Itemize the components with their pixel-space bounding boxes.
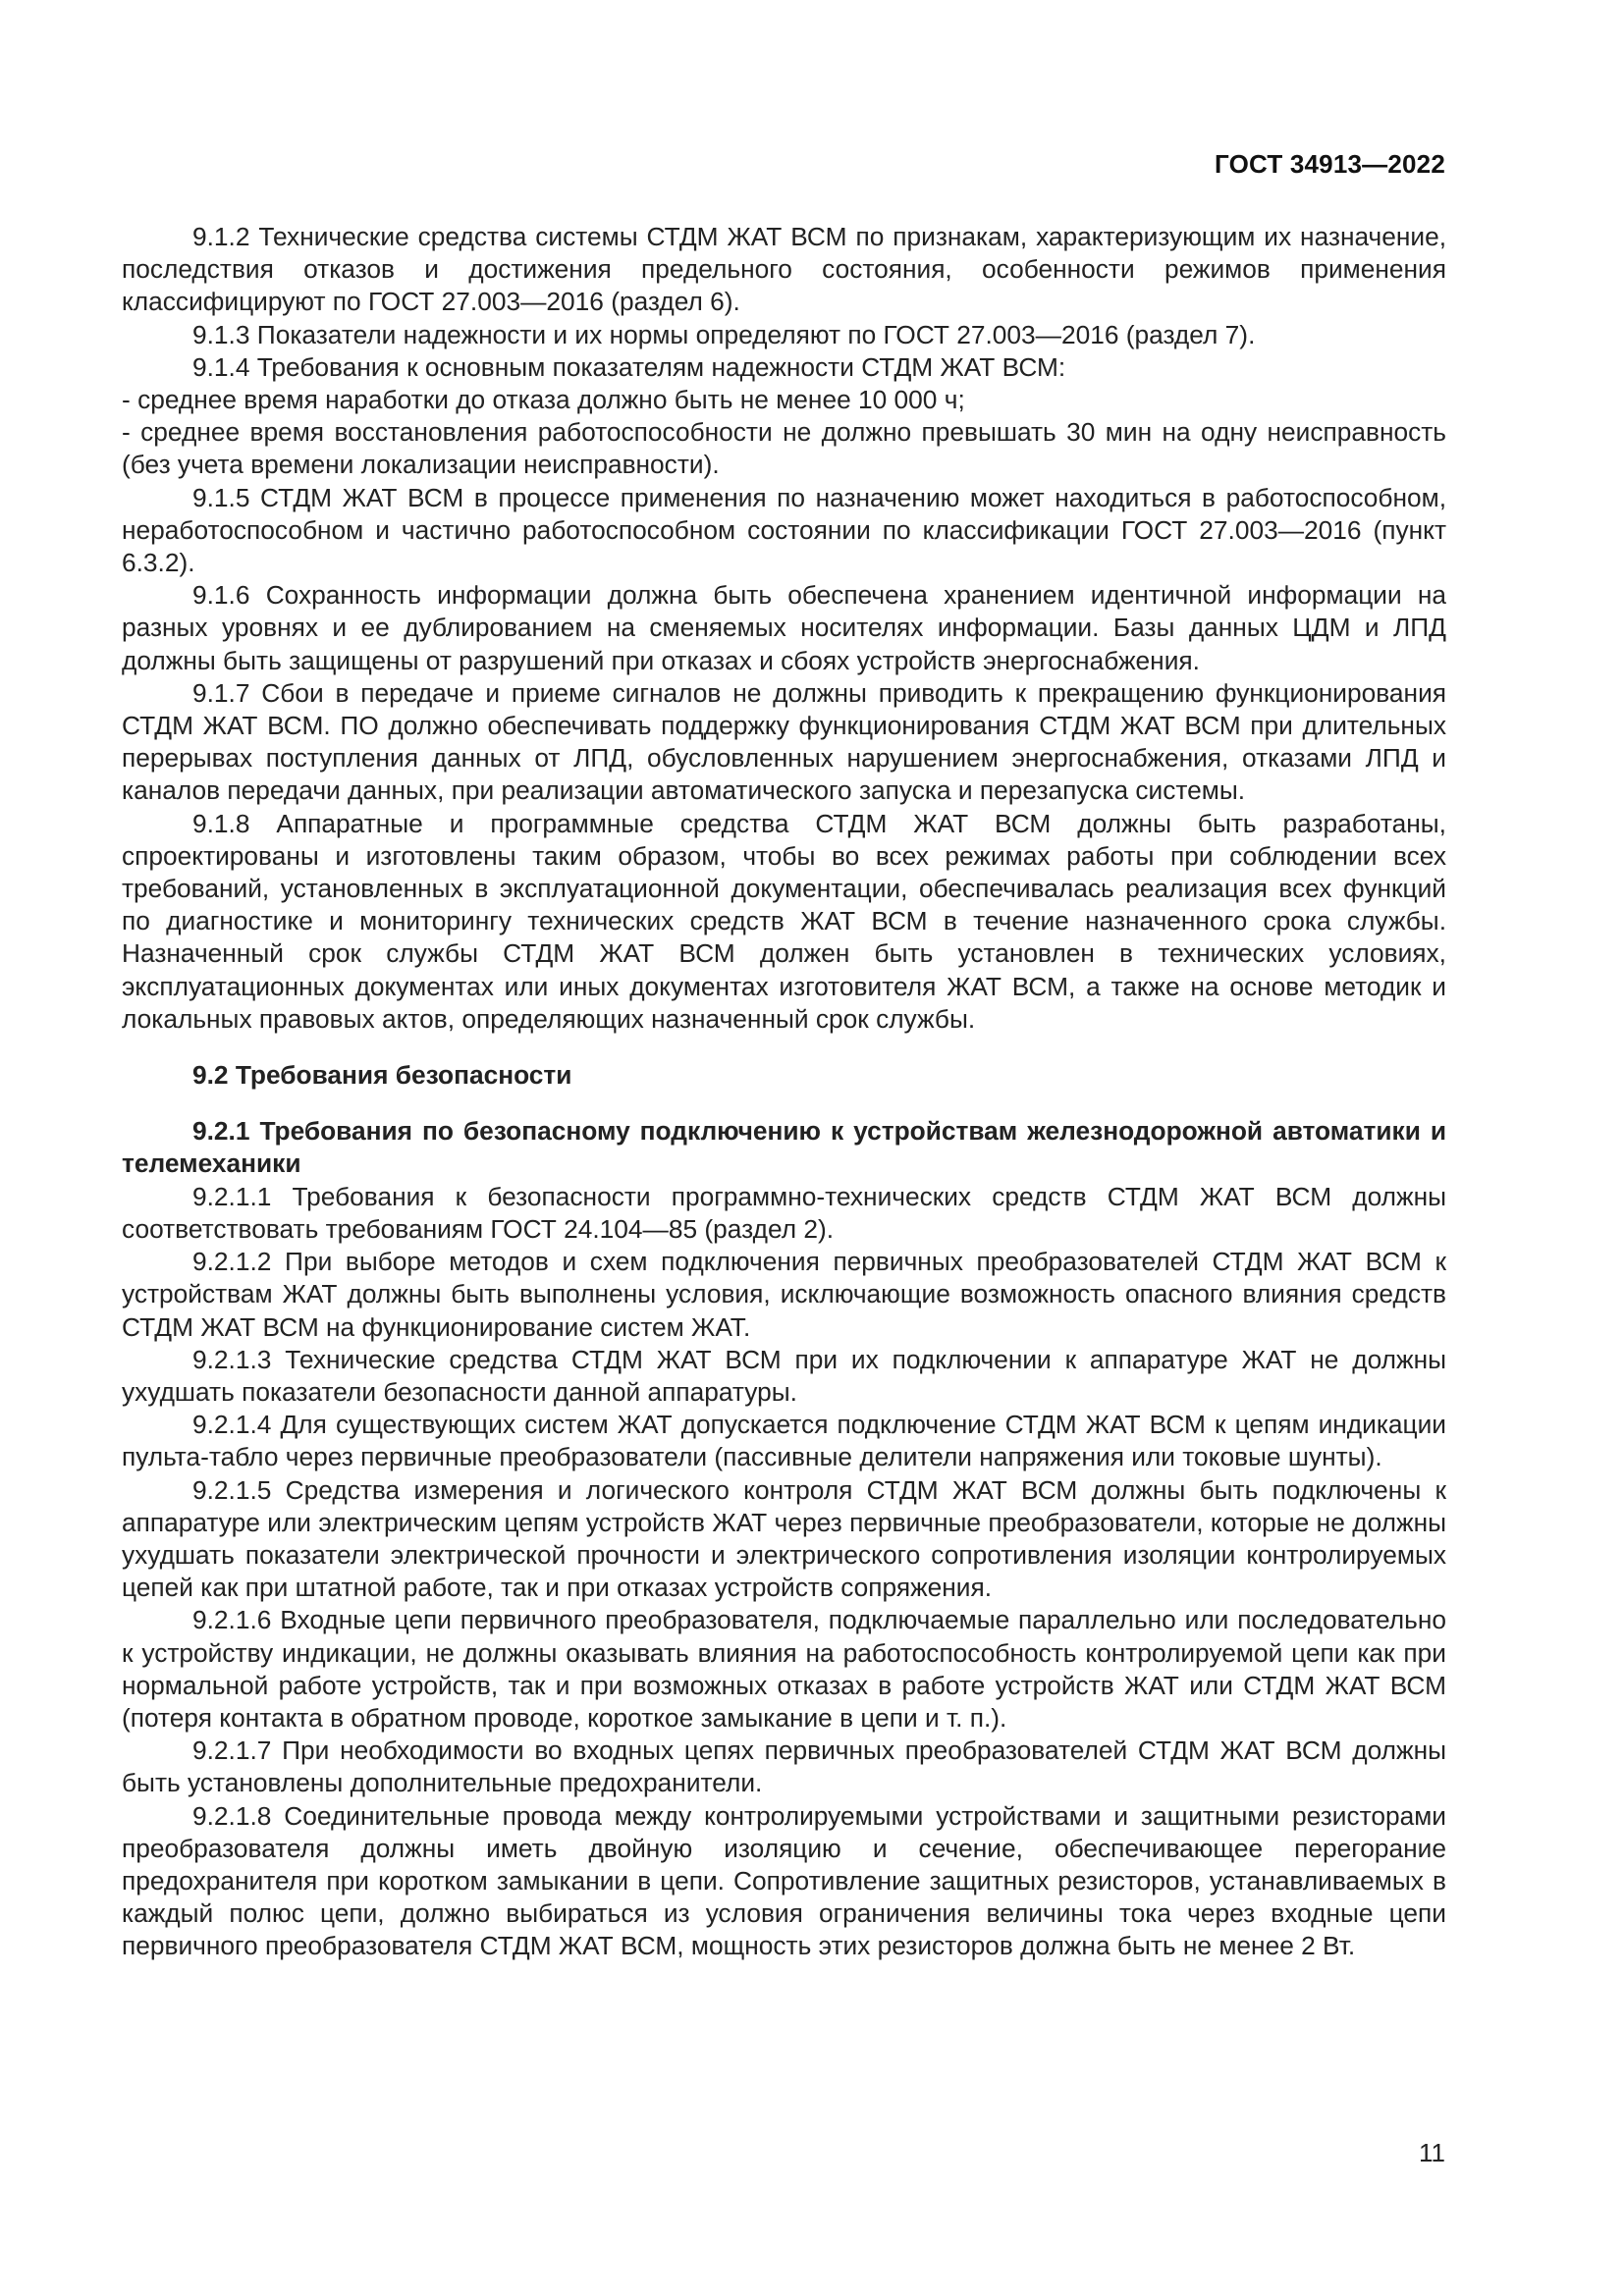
paragraph-9-1-7: 9.1.7 Сбои в передаче и приеме сигналов не должны приводить к прекращению функционирования СТДМ ЖАТ ВСМ. ПО должно обеспечивать поддержку функционирования СТДМ ЖАТ ВСМ при длительных перерывах поступления данных от ЛПД, обусловленных нарушением энергоснабжения, отказами ЛПД и каналов передачи данных, при реализации автоматического запуска и перезапуска системы.	[122, 677, 1446, 806]
paragraph-9-2-1-3: 9.2.1.3 Технические средства СТДМ ЖАТ ВСМ при их подключении к аппаратуре ЖАТ не должны ухудшать показатели безопасности данной аппаратуры.	[122, 1344, 1446, 1407]
paragraph-9-1-4: 9.1.4 Требования к основным показателям надежности СТДМ ЖАТ ВСМ:	[192, 351, 1066, 382]
document-body	[122, 221, 1446, 1963]
paragraph-9-1-5: 9.1.5 СТДМ ЖАТ ВСМ в процессе применения по назначению может находиться в работоспособном, неработоспособном и частично работоспособном состоянии по классификации ГОСТ 27.003—2016 (пункт 6.3.2).	[122, 482, 1446, 578]
paragraph-9-1-6: 9.1.6 Сохранность информации должна быть обеспечена хранением идентичной информации на разных уровнях и ее дублированием на сменяемых носителях информации. Базы данных ЦДМ и ЛПД должны быть защищены от разрушений при отказах и сбоях устройств энергоснабжения.	[122, 580, 1446, 675]
list-item-mtbf: - среднее время наработки до отказа должно быть не менее 10 000 ч;	[122, 385, 965, 415]
paragraph-9-1-2: 9.1.2 Технические средства системы СТДМ ЖАТ ВСМ по признакам, характеризующим их назначение, последствия отказов и достижения предельного состояния, особенности режимов применения классифицируют по ГОСТ 27.003—2016 (раздел 6).	[122, 222, 1446, 317]
paragraph-9-2-1-6: 9.2.1.6 Входные цепи первичного преобразователя, подключаемые параллельно или последовательно к устройству индикации, не должны оказывать влияния на работоспособность контролируемой цепи как при нормальной работе устройств, так и при возможных отказах в работе устройств ЖАТ или СТДМ ЖАТ ВСМ (потеря контакта в обратном проводе, короткое замыкание в цепи и т. п.).	[122, 1605, 1446, 1733]
paragraph-9-2-1-1: 9.2.1.1 Требования к безопасности программно-технических средств СТДМ ЖАТ ВСМ должны соответствовать требованиям ГОСТ 24.104—85 (раздел 2).	[122, 1181, 1446, 1244]
paragraph-9-1-8: 9.1.8 Аппаратные и программные средства СТДМ ЖАТ ВСМ должны быть разработаны, спроектированы и изготовлены таким образом, чтобы во всех режимах работы при соблюдении всех требований, установленных в эксплуатационной документации, обеспечивалась реализация всех функций по диагностике и мониторингу технических средств ЖАТ ВСМ в течение назначенного срока службы. Назначенный срок службы СТДМ ЖАТ ВСМ должен быть установлен в технических условиях, эксплуатационных документах или иных документах изготовителя ЖАТ ВСМ, а также на основе методик и локальных правовых актов, определяющих назначенный срок службы.	[122, 808, 1446, 1034]
section-heading-9-2: 9.2 Требования безопасности	[192, 1060, 572, 1091]
document-code-header: ГОСТ 34913—2022	[1215, 149, 1445, 179]
paragraph-9-2-1-8: 9.2.1.8 Соединительные провода между контролируемыми устройствами и защитными резисторами преобразователя должны иметь двойную изоляцию и сечение, обеспечивающее перегорание предохранителя при коротком замыкании в цепи. Сопротивление защитных резисторов, устанавливаемых в каждый полюс цепи, должно выбираться из условия ограничения величины тока через входные цепи первичного преобразователя СТДМ ЖАТ ВСМ, мощность этих резисторов должна быть не менее 2 Вт.	[122, 1800, 1446, 1961]
paragraph-9-2-1-5: 9.2.1.5 Средства измерения и логического контроля СТДМ ЖАТ ВСМ должны быть подключены к аппаратуре или электрическим цепям устройств ЖАТ через первичные преобразователи, которые не должны ухудшать показатели электрической прочности и электрического сопротивления изоляции контролируемых цепей как при штатной работе, так и при отказах устройств сопряжения.	[122, 1474, 1446, 1603]
subsection-heading-9-2-1: 9.2.1 Требования по безопасному подключению к устройствам железнодорожной автоматики и телемеханики	[122, 1116, 1446, 1179]
paragraph-9-2-1-4: 9.2.1.4 Для существующих систем ЖАТ допускается подключение СТДМ ЖАТ ВСМ к цепям индикации пульта-табло через первичные преобразователи (пассивные делители напряжения или токовые шунты).	[122, 1410, 1446, 1472]
paragraph-9-1-3: 9.1.3 Показатели надежности и их нормы определяют по ГОСТ 27.003—2016 (раздел 7).	[192, 319, 1256, 349]
paragraph-9-2-1-2: 9.2.1.2 При выборе методов и схем подключения первичных преобразователей СТДМ ЖАТ ВСМ к устройствам ЖАТ должны быть выполнены условия, исключающие возможность опасного влияния средств СТДМ ЖАТ ВСМ на функционирование систем ЖАТ.	[122, 1247, 1446, 1342]
paragraph-9-2-1-7: 9.2.1.7 При необходимости во входных цепях первичных преобразователей СТДМ ЖАТ ВСМ должны быть установлены дополнительные предохранители.	[122, 1735, 1446, 1798]
list-item-mttr: - среднее время восстановления работоспособности не должно превышать 30 мин на одну неисправность (без учета времени локализации неисправности).	[122, 417, 1446, 480]
page-number: 11	[1419, 2138, 1445, 2167]
